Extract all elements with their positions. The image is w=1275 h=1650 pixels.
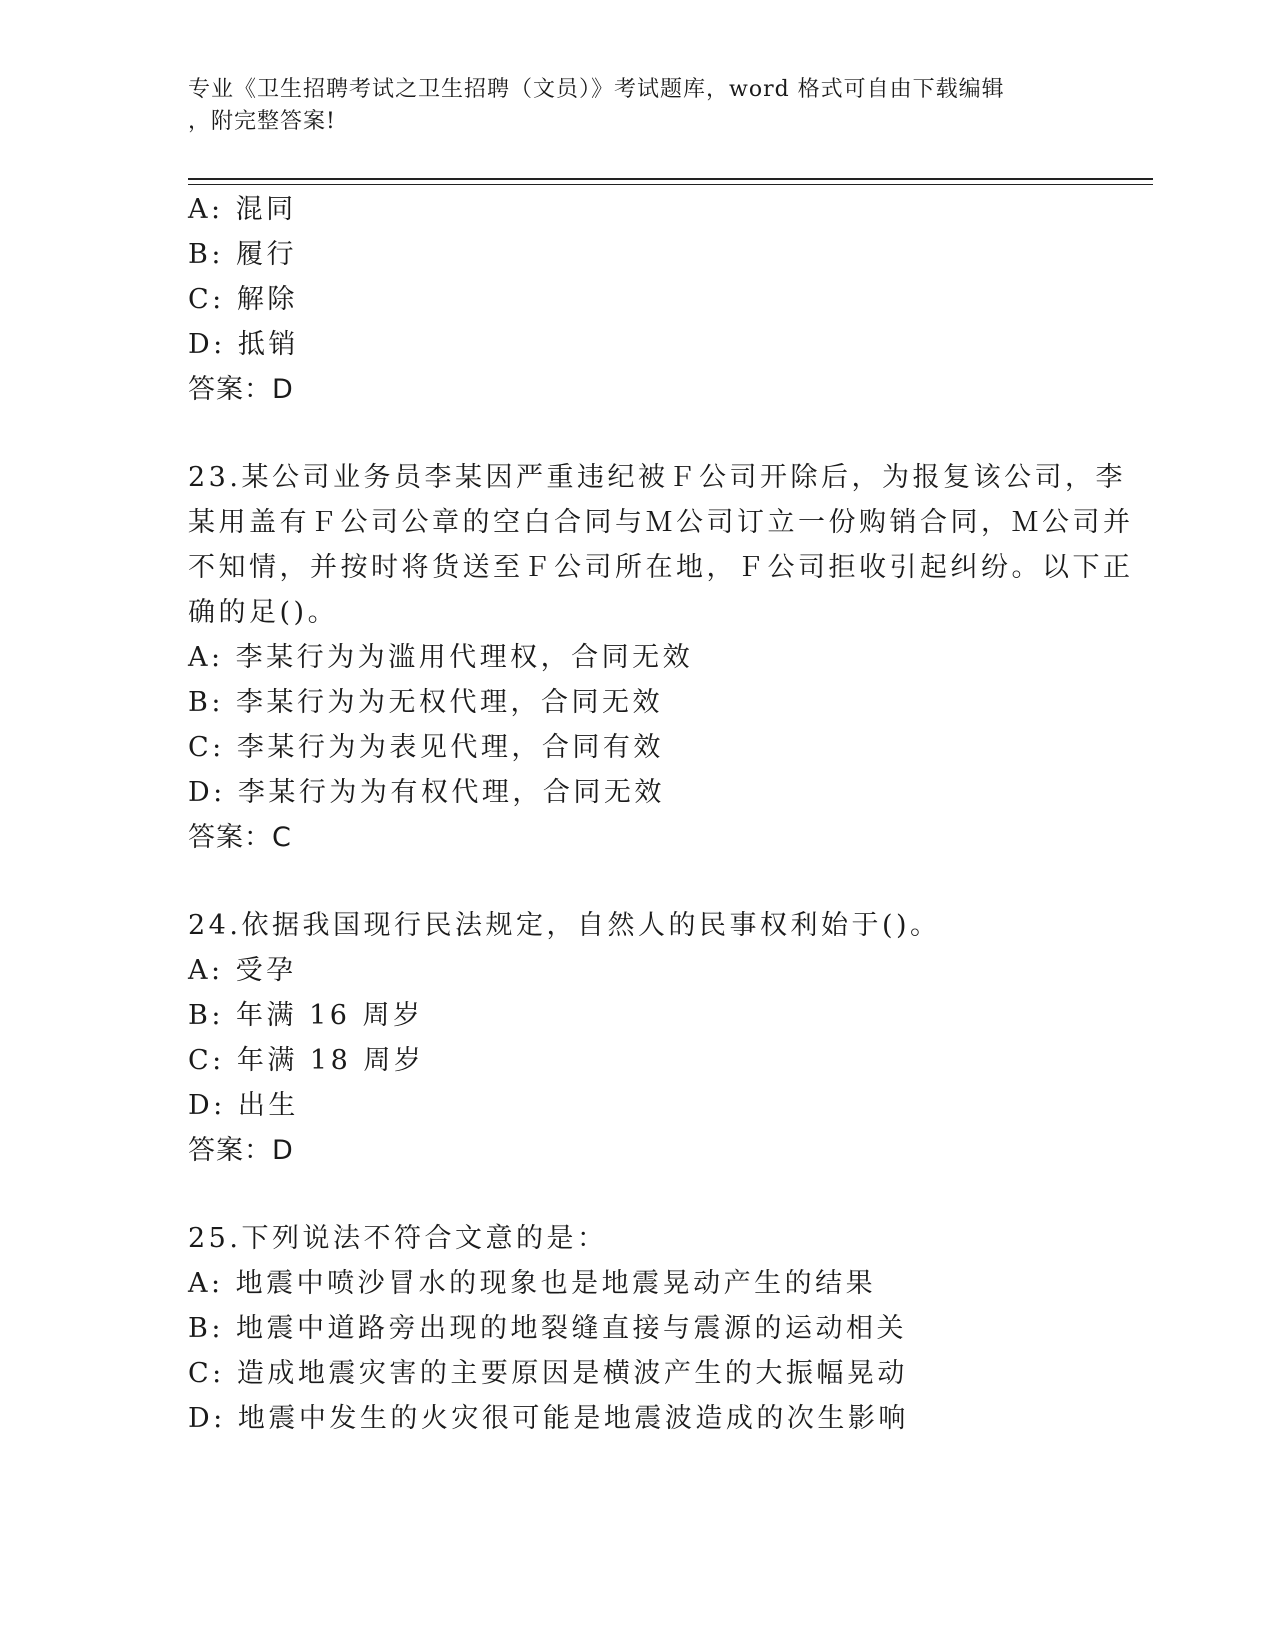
q22-option-d: D: 抵销 (188, 329, 299, 360)
q23-option-c: C: 李某行为为表见代理，合同有效 (188, 732, 664, 763)
q24-option-c: C: 年满 18 周岁 (188, 1045, 425, 1076)
q22-option-a: A: 混同 (188, 194, 297, 225)
q22-option-c: C: 解除 (188, 284, 298, 315)
q24-option-b: B: 年满 16 周岁 (188, 1000, 424, 1031)
q22-option-b: B: 履行 (188, 239, 298, 270)
q25-option-b: B: 地震中道路旁出现的地裂缝直接与震源的运动相关 (188, 1313, 908, 1344)
q23-stem-line-3: 不知情，并按时将货送至Ｆ公司所在地，Ｆ公司拒收引起纠纷。以下正 (188, 552, 1134, 583)
header-line-2: ，附完整答案! (188, 109, 336, 134)
q25-option-a: A: 地震中喷沙冒水的现象也是地震晃动产生的结果 (188, 1268, 877, 1299)
q24-stem: 24.依据我国现行民法规定，自然人的民事权利始于()。 (188, 910, 941, 941)
q23-option-b: B: 李某行为为无权代理，合同无效 (188, 687, 664, 718)
header-line-1: 专业《卫生招聘考试之卫生招聘（文员）》考试题库，word 格式可自由下载编辑 (188, 77, 1005, 102)
q25-option-d: D: 地震中发生的火灾很可能是地震波造成的次生影响 (188, 1403, 909, 1434)
q23-stem-line-1: 23.某公司业务员李某因严重违纪被Ｆ公司开除后，为报复该公司，李 (188, 462, 1126, 493)
header-rule-thick (188, 178, 1153, 180)
q23-answer: 答案：C (188, 822, 292, 853)
q23-option-a: A: 李某行为为滥用代理权，合同无效 (188, 642, 694, 673)
header-rule-thin (188, 184, 1153, 185)
q23-stem-line-4: 确的足()。 (188, 597, 339, 628)
q24-option-a: A: 受孕 (188, 955, 297, 986)
q22-answer: 答案：D (188, 374, 294, 405)
document-header (188, 74, 1088, 138)
q25-option-c: C: 造成地震灾害的主要原因是横波产生的大振幅晃动 (188, 1358, 908, 1389)
q23-stem-line-2: 某用盖有Ｆ公司公章的空白合同与Ｍ公司订立一份购销合同，Ｍ公司并 (188, 507, 1134, 538)
q24-option-d: D: 出生 (188, 1090, 299, 1121)
q24-answer: 答案：D (188, 1135, 294, 1166)
q23-option-d: D: 李某行为为有权代理，合同无效 (188, 777, 665, 808)
q25-stem: 25.下列说法不符合文意的是： (188, 1223, 608, 1254)
